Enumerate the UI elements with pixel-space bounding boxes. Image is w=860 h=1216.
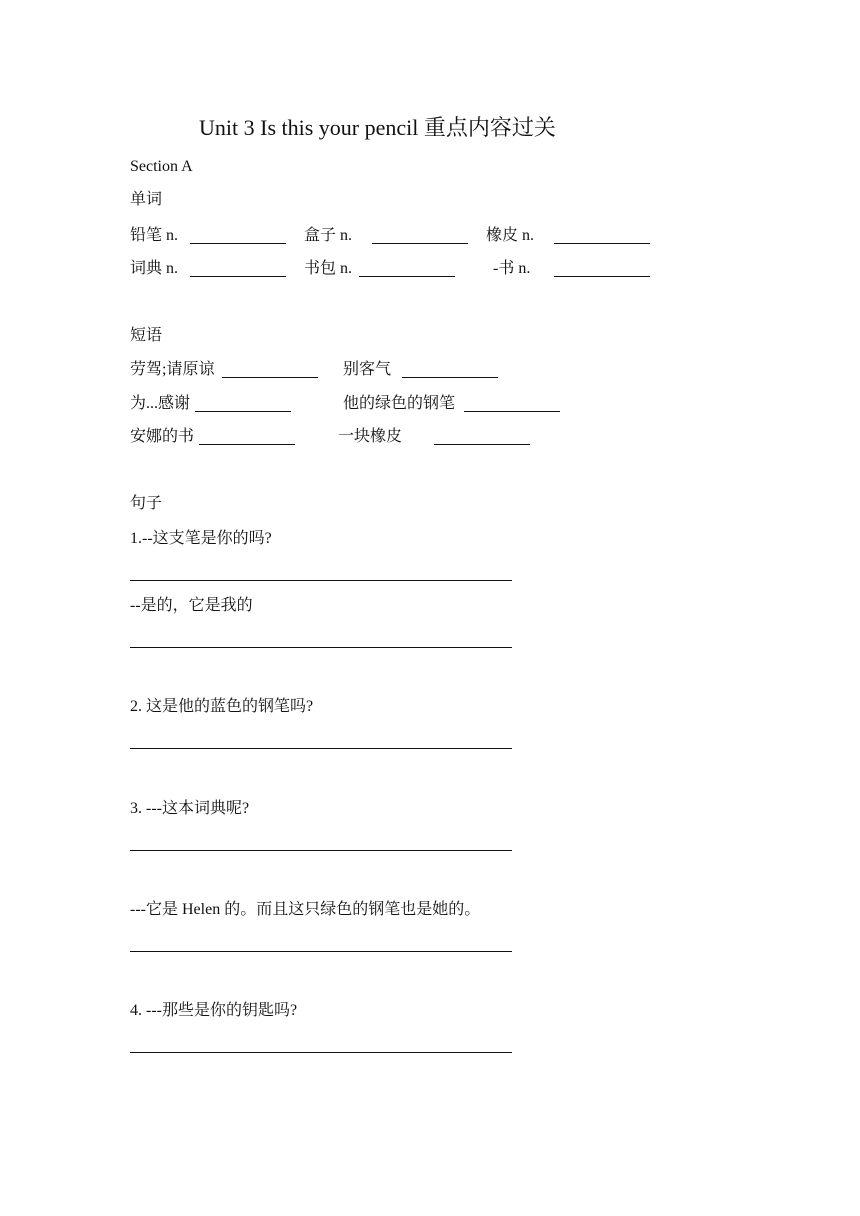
sentence-prompt-1a: 1.--这支笔是你的吗? (130, 530, 272, 547)
word-prompt-dictionary: 词典 n. (130, 260, 179, 277)
word-blank-eraser[interactable] (554, 243, 650, 244)
answer-line-1b[interactable] (130, 647, 512, 648)
phrases-heading: 短语 (130, 327, 163, 344)
word-prompt-book: -书 n. (493, 260, 531, 277)
word-blank-book[interactable] (554, 276, 650, 277)
word-prompt-pencil: 铅笔 n. (130, 227, 179, 244)
sentences-heading: 句子 (130, 495, 163, 512)
phrase-prompt-welcome: 别客气 (343, 361, 392, 378)
words-heading: 单词 (130, 191, 163, 208)
phrase-prompt-an-eraser: 一块橡皮 (338, 428, 403, 445)
answer-line-1a[interactable] (130, 580, 512, 581)
section-label: Section A (130, 158, 193, 175)
phrase-blank-annas-book[interactable] (199, 444, 295, 445)
answer-line-3b[interactable] (130, 951, 512, 952)
word-blank-dictionary[interactable] (190, 276, 286, 277)
page-title: Unit 3 Is this your pencil 重点内容过关 (199, 115, 556, 140)
sentence-prompt-3b: ---它是 Helen 的。而且这只绿色的钢笔也是她的。 (130, 901, 481, 918)
phrase-blank-welcome[interactable] (402, 377, 498, 378)
phrase-prompt-green-pen: 他的绿色的钢笔 (343, 395, 456, 412)
word-blank-schoolbag[interactable] (359, 276, 455, 277)
phrase-blank-an-eraser[interactable] (434, 444, 530, 445)
answer-line-4[interactable] (130, 1052, 512, 1053)
sentence-prompt-3a: 3. ---这本词典呢? (130, 800, 250, 817)
phrase-blank-excuse-me[interactable] (222, 377, 318, 378)
phrase-prompt-thanks-for: 为...感谢 (130, 395, 191, 412)
sentence-prompt-1b: --是的，它是我的 (130, 597, 253, 614)
sentence-prompt-2: 2. 这是他的蓝色的钢笔吗? (130, 698, 314, 715)
phrase-blank-thanks-for[interactable] (195, 411, 291, 412)
word-blank-box[interactable] (372, 243, 468, 244)
phrase-prompt-excuse-me: 劳驾;请原谅 (130, 361, 215, 378)
word-prompt-eraser: 橡皮 n. (486, 227, 535, 244)
answer-line-3a[interactable] (130, 850, 512, 851)
word-prompt-box: 盒子 n. (304, 227, 353, 244)
phrase-blank-green-pen[interactable] (464, 411, 560, 412)
answer-line-2[interactable] (130, 748, 512, 749)
word-prompt-schoolbag: 书包 n. (304, 260, 353, 277)
sentence-prompt-4: 4. ---那些是你的钥匙吗? (130, 1002, 298, 1019)
phrase-prompt-annas-book: 安娜的书 (130, 428, 195, 445)
word-blank-pencil[interactable] (190, 243, 286, 244)
